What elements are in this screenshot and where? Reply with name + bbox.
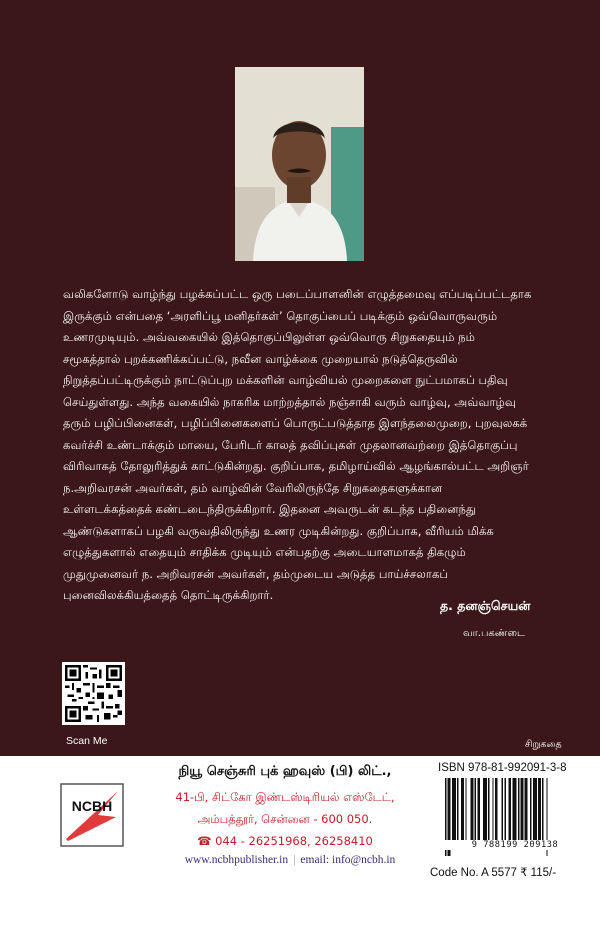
barcode-bar	[518, 778, 519, 848]
barcode-bar	[457, 778, 458, 848]
publisher-website-link[interactable]: www.ncbhpublisher.in	[184, 854, 289, 866]
author-photo	[235, 67, 364, 261]
blurb-author: த. தனஞ்செயன்	[440, 598, 531, 613]
blurb-line: செய்துள்ளது. அந்த வகையில் நாகரிக மாற்றத்தால் நஞ்சாகி வரும் வாழ்வு, அவ்வாழ்வு	[63, 394, 516, 409]
blurb-line: எழுத்துகளால் எதையும் சாதிக்க முடியும் என்பதற்கு அடையாளமாகத் திகழும்	[63, 545, 466, 559]
barcode-bar	[533, 778, 537, 848]
barcode-bar	[508, 778, 511, 848]
blurb-text	[63, 284, 543, 607]
publisher-address-line: அம்பத்தூர், சென்னை - 600 050.	[197, 812, 373, 826]
blurb-line: வலிகளோடு வாழ்ந்து பழக்கப்பட்ட ஒரு படைப்பாளனின் எழுத்தமைவு எப்படிப்பட்டதாக	[63, 287, 532, 301]
publisher-logo	[58, 781, 126, 849]
barcode-bar	[521, 778, 524, 848]
blurb-line: உணரமுடியும். அவ்வகையில் இத்தொகுப்பிலுள்ள ஒவ்வொரு சிறுகதையும் நம்	[63, 330, 475, 344]
blurb-line: ந.அறிவரசன் அவர்கள், தம் வாழ்வின் வேரிலிருந்தே சிறுகதைகளுக்கான	[63, 480, 443, 495]
qr-label: Scan Me	[66, 735, 108, 747]
publisher-contact	[130, 854, 450, 866]
publisher-phone: ☎ 044 - 26251968, 26258410	[197, 834, 373, 848]
barcode-bar	[513, 778, 517, 848]
publisher-address-line: 41-பி, சிட்கோ இண்டஸ்டிரியல் எஸ்டேட்,	[175, 790, 395, 804]
publisher-name: நியூ செஞ்சுரி புக் ஹவுஸ் (பி) லிட்.,	[178, 764, 392, 779]
blurb-line: விரிவாகத் தோலுரித்துக் காட்டுகின்றது. குறிப்பாக, தமிழாய்வில் ஆழங்கால்பட்ட அறிஞர்	[63, 459, 529, 473]
blurb-line: உள்ளடக்கத்தைக் கண்டடைந்திருக்கிறார். இதனை அவருடன் கடந்த பதினைந்து	[63, 502, 477, 516]
barcode-bar	[495, 778, 498, 848]
barcode-bar	[483, 778, 487, 848]
blurb-line: முதுமுனைவர் ந. அறிவரசன் அவர்கள், தம்முடைய அடுத்த பாய்ச்சலாகப்	[63, 566, 449, 581]
code-and-price: Code No. A 5577 ₹ 115/-	[430, 867, 557, 879]
publisher-email-link[interactable]: email: info@ncbh.in	[300, 854, 396, 866]
blurb-line: சமூகத்தால் புறக்கணிக்கப்பட்டு, நவீன வாழ்க்கை முறையால் நடுத்தெருவில்	[63, 351, 458, 366]
publisher-logo-text: NCBH	[71, 798, 113, 814]
barcode-bar	[502, 778, 503, 848]
blurb-line: கவர்ச்சி உண்டாக்கும் மாயை, பேரிடர் காலத் தவிப்புகள் முதலானவற்றை இத்தொகுப்பு	[63, 437, 518, 452]
barcode-bar	[475, 778, 476, 848]
blurb-author-place: வா.பகண்டை	[463, 628, 525, 639]
barcode-bar	[542, 778, 543, 848]
barcode-bar	[504, 778, 505, 848]
blurb-line: ஆண்டுகளாகப் பழகி வருவதிலிருந்து உணர முடிகின்றது. குறிப்பாக, வீரியம் மிக்க	[63, 523, 494, 538]
blurb-line: புனைவிலக்கியத்தைத் தொட்டிருக்கிறார்.	[63, 588, 274, 602]
barcode-bar	[525, 778, 528, 848]
blurb-line: தரும் பழிப்பினைகள், பழிப்பினைகளைப் பொருட்படுத்தாத இளந்தலைமுறை, புறவுலகக்	[63, 416, 528, 430]
isbn-label: ISBN 978-81-992091-3-8	[438, 762, 567, 774]
barcode-bar	[488, 778, 489, 848]
genre-label: சிறுகதை	[525, 739, 562, 750]
qr-code[interactable]	[62, 662, 125, 725]
barcode-bar	[492, 778, 493, 848]
barcode-bar	[461, 778, 464, 848]
separator: |	[293, 854, 296, 866]
barcode-digits: 9 788199 209138	[437, 840, 593, 850]
blurb-line: நிறுத்தப்பட்டிருக்கும் நாட்டுப்புற மக்களின் வாழ்வியல் முறைகளை நுட்பமாகப் பதிவு	[63, 373, 508, 387]
barcode-bar	[477, 778, 480, 848]
barcode-bar	[452, 778, 456, 848]
blurb-line: இருக்கும் என்பதை ‘அரளிப்பூ மனிதர்கள்’ தொகுப்பைப் படிக்கும் ஒவ்வொருவரும்	[63, 308, 498, 323]
barcode-bar	[530, 778, 531, 848]
barcode-bar	[538, 778, 541, 848]
barcode-bar	[471, 778, 474, 848]
barcode-bar	[465, 778, 466, 848]
